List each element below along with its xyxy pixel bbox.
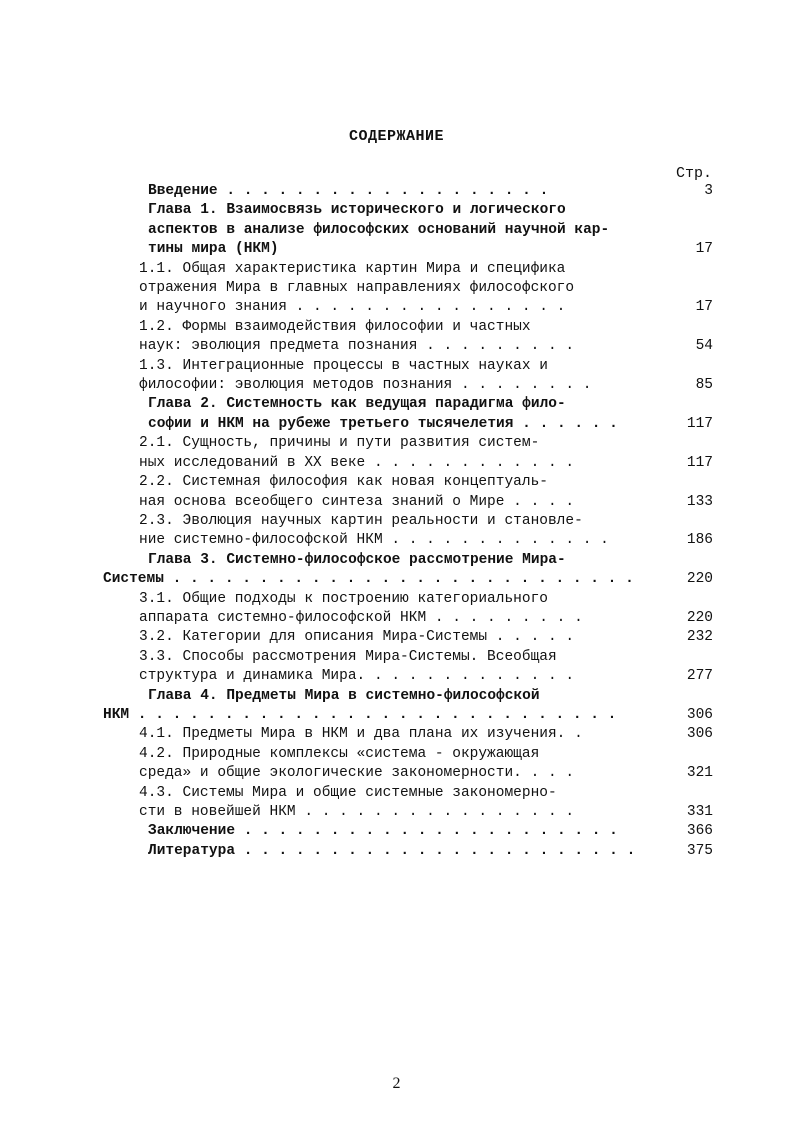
toc-entry-text: наук: эволюция предмета познания . . . . . . . . . — [139, 338, 575, 355]
toc-entry-text: ние системно-философской НКМ . . . . . . . . . . . . . — [139, 532, 609, 549]
toc-page-number: 306 — [683, 725, 713, 744]
toc-page-number: 331 — [683, 803, 713, 822]
toc-chapter-entry — [103, 395, 713, 434]
toc-section-entry — [103, 745, 713, 784]
toc-entry-text: Глава 2. Системность как ведущая парадигма фило- — [148, 396, 566, 413]
toc-entry-text: аспектов в анализе философских оснований научной кар- — [148, 221, 610, 238]
toc-entry-text: Глава 4. Предметы Мира в системно-философской — [148, 687, 540, 704]
toc-chapter-entry — [103, 551, 713, 590]
toc-entry-text: структура и динамика Мира. . . . . . . . . . . . . — [139, 668, 575, 685]
toc-page-number: 366 — [683, 822, 713, 841]
toc-chapter-entry — [103, 182, 713, 201]
toc-entry-text: ных исследований в XX веке . . . . . . . . . . . . — [139, 454, 575, 471]
toc-entry-text: отражения Мира в главных направлениях философского — [139, 280, 575, 297]
toc-entry-text: 1.3. Интеграционные процессы в частных науках и — [139, 357, 548, 374]
toc-chapter-entry — [103, 842, 713, 861]
toc-entry-text: Литература . . . . . . . . . . . . . . . . . . . . . . . — [148, 842, 636, 859]
toc-entry-text: НКМ . . . . . . . . . . . . . . . . . . . . . . . . . . . . — [103, 706, 617, 723]
toc-entry-text: аппарата системно-философской НКМ . . . . . . . . . — [139, 609, 583, 626]
toc-entry-text: Глава 3. Системно-философское рассмотрение Мира- — [148, 551, 566, 568]
toc-entry-text: 3.3. Способы рассмотрения Мира-Системы. Всеобщая — [139, 648, 557, 665]
toc-entry-text: ная основа всеобщего синтеза знаний о Мире . . . . — [139, 493, 575, 510]
toc-page-number: 117 — [683, 454, 713, 473]
toc-section-entry — [103, 357, 713, 396]
toc-page-number: 220 — [683, 570, 713, 589]
toc-chapter-entry — [103, 822, 713, 841]
toc-page-number: 133 — [683, 493, 713, 512]
toc-section-entry — [103, 434, 713, 473]
toc-entry-text: и научного знания . . . . . . . . . . . . . . . . — [139, 299, 566, 316]
toc-page-number: 117 — [683, 415, 713, 434]
toc-page-number: 277 — [683, 667, 713, 686]
toc-chapter-entry — [103, 687, 713, 726]
toc-entry-text: философии: эволюция методов познания . . . . . . . . — [139, 377, 592, 394]
toc-entry-text: 4.2. Природные комплексы «система - окружающая — [139, 745, 540, 762]
toc-entry-text: 4.1. Предметы Мира в НКМ и два плана их изучения. . — [139, 726, 583, 743]
toc-page-number: 17 — [692, 298, 713, 317]
toc-section-entry — [103, 784, 713, 823]
toc-section-entry — [103, 725, 713, 744]
toc-section-entry — [103, 512, 713, 551]
page-number: 2 — [392, 1075, 401, 1092]
toc-page-number: 306 — [683, 706, 713, 725]
toc-section-entry — [103, 473, 713, 512]
toc-page-number: 85 — [692, 376, 713, 395]
toc-section-entry — [103, 260, 713, 318]
toc-entry-text: 3.2. Категории для описания Мира-Системы . . . . . — [139, 629, 575, 646]
page-title: СОДЕРЖАНИЕ — [348, 128, 444, 145]
toc-entry-text: Системы . . . . . . . . . . . . . . . . . . . . . . . . . . . — [103, 571, 634, 588]
toc-chapter-entry — [103, 201, 713, 259]
toc-entry-text: 1.1. Общая характеристика картин Мира и специфика — [139, 260, 566, 277]
toc-entry-text: Введение . . . . . . . . . . . . . . . . . . . — [148, 183, 549, 199]
toc-entry-text: тины мира (НКМ) — [148, 241, 279, 258]
toc-entry-text: 2.1. Сущность, причины и пути развития систем- — [139, 435, 540, 452]
toc-entry-text: Заключение . . . . . . . . . . . . . . . . . . . . . . — [148, 823, 618, 840]
toc-page-number: 3 — [700, 182, 713, 201]
toc-page-number: 220 — [683, 609, 713, 628]
toc-entry-text: сти в новейшей НКМ . . . . . . . . . . . . . . . . — [139, 804, 575, 820]
toc-page-number: 375 — [683, 842, 713, 861]
toc-entry-text: 2.2. Системная философия как новая концептуаль- — [139, 474, 548, 491]
table-of-contents — [103, 182, 713, 861]
toc-entry-text: Глава 1. Взаимосвязь исторического и логического — [148, 202, 566, 219]
toc-entry-text: 3.1. Общие подходы к построению категориального — [139, 590, 548, 607]
toc-entry-text: софии и НКМ на рубеже третьего тысячелетия . . . . . . — [148, 415, 618, 432]
toc-page-number: 186 — [683, 531, 713, 550]
toc-section-entry — [103, 590, 713, 629]
page-column-label: Стр. — [676, 165, 713, 182]
toc-section-entry — [103, 628, 713, 647]
toc-entry-text: 2.3. Эволюция научных картин реальности и становле- — [139, 512, 583, 529]
toc-section-entry — [103, 318, 713, 357]
toc-entry-text: 1.2. Формы взаимодействия философии и частных — [139, 318, 531, 335]
toc-page-number: 17 — [692, 240, 713, 259]
toc-page-number: 232 — [683, 628, 713, 647]
toc-section-entry — [103, 648, 713, 687]
toc-page-number: 54 — [692, 337, 713, 356]
toc-entry-text: среда» и общие экологические закономерности. . . . — [139, 765, 575, 782]
toc-entry-text: 4.3. Системы Мира и общие системные закономерно- — [139, 784, 557, 801]
toc-page-number: 321 — [683, 764, 713, 783]
